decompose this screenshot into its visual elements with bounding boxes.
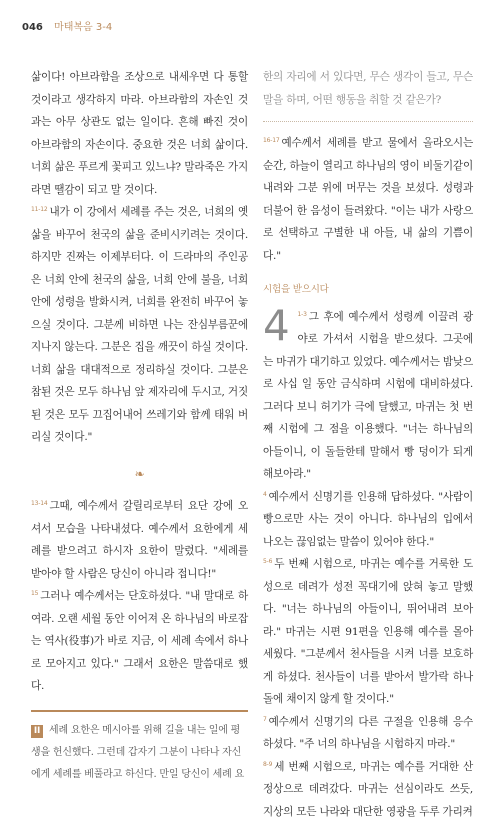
right-column [263, 66, 473, 823]
note-tag: II [31, 725, 43, 738]
paragraph: $^{16-17}$ 예수께서 세례를 받고 물에서 올라오시는 순간, 하늘이 열리고 하나님의 영이 비둘기같이 내려와 그분 위에 머무는 것을 보셨다. 성령과 더불어 한 음성이 들려왔다. "이는 내가 사랑으로 선택하고 구별한 내 아들, 내 삶의 기쁨이다." [263, 132, 473, 267]
verse-number: 5-6 [263, 558, 272, 565]
left-column [31, 66, 248, 786]
paragraph: $^{1-3}$ 그 후에 예수께서 성령께 이끌려 광야로 가셔서 시험을 받으셨다. 그곳에는 마귀가 대기하고 있었다. 예수께서는 밤낮으로 사십 일 동안 금식하며 시험에 대비하셨다. 그러다 보니 허기가 극에 달했고, 마귀는 첫 번째 시험에 그 점을 이용했다. "너는 하나님의 아들이니, 이 돌들한테 말해서 빵 덩이가 되게 해보아라." [263, 306, 473, 486]
note-text: 세례 요한은 메시아를 위해 길을 내는 일에 평생을 헌신했다. 그런데 갑자기 그분이 나타나 자신에게 세례를 베풀라고 하신다. 만일 당신이 세례 요 [31, 725, 244, 780]
paragraph: $^{15}$ 그러나 예수께서는 단호하셨다. "내 말대로 하여라. 오랜 세월 동안 이어져 온 하나님의 바로잡는 역사(役事)가 바로 지금, 이 세례 속에서 하나로 모아지고 있다." 그래서 요한은 말씀대로 했다. [31, 585, 248, 698]
running-header [22, 18, 112, 33]
paragraph: $^{8-9}$ 세 번째 시험으로, 마귀는 예수를 거대한 산 정상으로 데려갔다. 마귀는 선심이라도 쓰듯, 지상의 모든 나라와 대단한 영광을 두루 가리켜 [263, 756, 473, 823]
section-title: 시험을 받으시다 [263, 279, 473, 302]
paragraph: $^{13-14}$ 그때, 예수께서 갈릴리로부터 요단 강에 오셔서 모습을 나타내셨다. 예수께서 요한에게 세례를 받으려고 하시자 요한이 말렸다. "세례를 받아야 할 사람은 당신이 아니라 접니다!" [31, 495, 248, 585]
page-number: 046 [22, 22, 43, 33]
chapter-number: 4 [263, 306, 290, 346]
verse-number: 13-14 [31, 500, 47, 507]
chapter-start [263, 306, 473, 486]
verse-number: 8-9 [263, 761, 272, 768]
paragraph: $^7$ 예수께서 신명기의 다른 구절을 인용해 응수하셨다. "주 너의 하나님을 시험하지 마라." [263, 711, 473, 756]
paragraph: $^{11-12}$ 내가 이 강에서 세례를 주는 것은, 너희의 옛 삶을 바꾸어 천국의 삶을 준비시키려는 것이다. 하지만 진짜는 이제부터다. 이 드라마의 주인공은 너희 안에 천국의 삶을, 너희 안에 불을, 너희 안에 성령을 발화시켜, 너희를 완전히 바꾸어 놓으실 것이다. 그분께 비하면 나는 잔심부름꾼에 지나지 않는다. 그분은 집을 깨끗이 하실 것이다. 너희 삶을 대대적으로 정리하실 것이다. 그분은 참된 것은 모두 하나님 앞 제자리에 두시고, 거짓된 것은 모두 끄집어내어 쓰레기와 함께 태워 버리실 것이다." [31, 201, 248, 449]
paragraph: $^{5-6}$ 두 번째 시험으로, 마귀는 예수를 거룩한 도성으로 데려가 성전 꼭대기에 앉혀 놓고 말했다. "너는 하나님의 아들이니, 뛰어내려 보아라." 마귀는 시편 91편을 인용해 예수를 몰아세웠다. "그분께서 천사들을 시켜 너를 보호하게 하셨다. 천사들이 너를 받아서 발가락 하나 돌에 채이지 않게 할 것이다." [263, 553, 473, 711]
verse-number: 4 [263, 491, 267, 498]
verse-number: 7 [263, 716, 267, 723]
note-continuation: 한의 자리에 서 있다면, 무슨 생각이 들고, 무슨 말을 하며, 어떤 행동을 취할 것 같은가? [263, 66, 473, 111]
book-reference: 마태복음 3-4 [54, 22, 112, 33]
paragraph: 삶이다! 아브라함을 조상으로 내세우면 다 통할 것이라고 생각하지 마라. 아브라함의 자손인 것과는 아무 상관도 없는 일이다. 흔해 빠진 것이 아브라함의 자손이다. 중요한 것은 너희 삶이다. 너희 삶은 푸르게 꽃피고 있느냐? 말라죽은 가지라면 땔감이 되고 말 것이다. [31, 66, 248, 201]
paragraph: $^4$ 예수께서 신명기를 인용해 답하셨다. "사람이 빵으로만 사는 것이 아니다. 하나님의 입에서 나오는 끊임없는 말씀이 있어야 한다." [263, 486, 473, 554]
verse-number: 11-12 [31, 206, 47, 213]
divider [263, 121, 473, 122]
verse-number: 1-3 [298, 311, 307, 318]
reflection-note [31, 710, 248, 786]
verse-number: 15 [31, 590, 38, 597]
ornament-icon: ❧ [31, 463, 248, 486]
verse-number: 16-17 [263, 137, 279, 144]
